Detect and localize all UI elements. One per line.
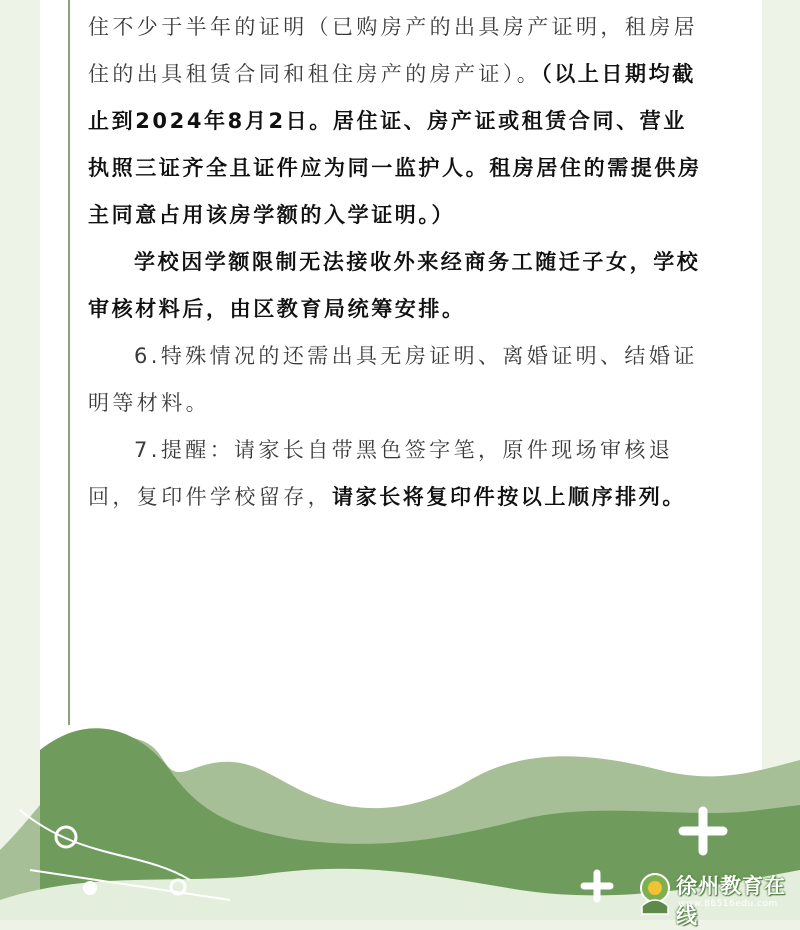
deadline-note-start: （以上 bbox=[541, 62, 602, 86]
paragraph-reminder bbox=[88, 427, 708, 521]
special-cases-text: 6.特殊情况的还需出具无房证明、离婚证明、结婚证明等材料。 bbox=[88, 344, 698, 415]
logo-name: 徐州教育在线 bbox=[676, 873, 786, 928]
migrant-children-note: 学校因学额限制无法接收外来经商务工随迁子女，学校审核材料后，由区教育局统筹安排。 bbox=[88, 250, 701, 321]
paragraph-special-cases bbox=[88, 333, 708, 427]
logo-url: www.86516edu.com bbox=[678, 899, 778, 909]
residence-proof-text: 住不少于半年的证明（已购房产的出具房产证明，租房 bbox=[88, 15, 674, 39]
logo-icon bbox=[636, 872, 674, 916]
residence-proof-text-2: 居住的出具租赁合同和租住房产的房产证）。 bbox=[88, 15, 699, 86]
paragraph-residence-proof bbox=[88, 4, 708, 239]
frame-left-border bbox=[68, 0, 70, 725]
article-body bbox=[88, 4, 708, 521]
site-logo bbox=[636, 868, 800, 928]
paragraph-migrant-children bbox=[88, 239, 708, 333]
deadline-note: 日期均截止到2024年8月2日。居住证、房产证或租赁合同、营业执照三证齐全且证件应为同一监护人。租房居住的需提供房主同意占用该房学额的入学证明。） bbox=[88, 62, 702, 227]
reminder-text: 7.提醒：请家长自带黑色签字笔，原件现场审核退回，复印件学校留存， bbox=[88, 438, 674, 509]
reminder-order-note: 请家长将复印件按以上顺序排列。 bbox=[332, 485, 686, 509]
